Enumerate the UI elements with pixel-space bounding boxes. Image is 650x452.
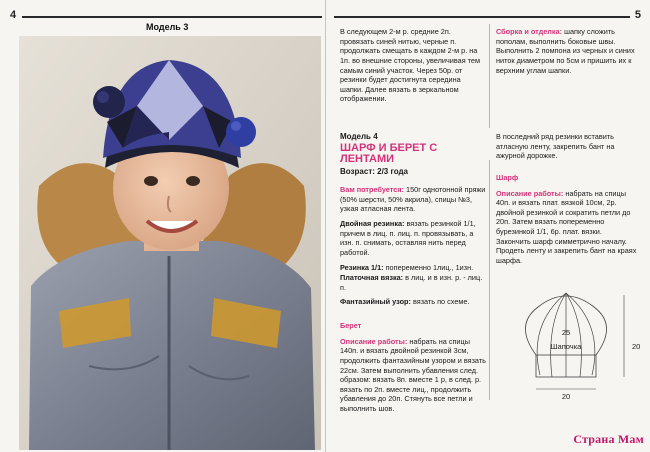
diagram-right-value: 20	[632, 342, 641, 351]
garter-label: Платочная вязка:	[340, 273, 404, 283]
double-rib-text: вязать резинкой 1/1, причем в лиц. п. лиц. п. провязывать, а изн. п. снимать, оставляя нить перед работой.	[340, 219, 476, 257]
scarf-label: Описание работы:	[496, 188, 564, 198]
page-number-right: 5	[634, 9, 641, 21]
right-page	[326, 0, 650, 452]
beret-schema-diagram	[496, 285, 646, 405]
column-divider-bottom	[489, 160, 490, 400]
materials-paragraph	[340, 185, 486, 214]
assembly-label: Сборка и отделка:	[496, 27, 563, 36]
assembly-paragraph	[496, 27, 638, 75]
garter-paragraph	[340, 273, 486, 292]
ribbon-paragraph: В последний ряд резинки вставить атласную ленту, закрепить бант на ажурной дорожке.	[496, 132, 615, 161]
model-4-title: Модель 4	[340, 132, 378, 141]
beret-text: набрать на спицы 140п. и вязать двойной резинкой 3см, продолжить фантазийным узором и вязать 22см. Затем выполнить убавления след. образом: вязать 8п. вместе 1 р, в след. р. вязать по 2п. вместе лиц., продолжить убавления до 20п. Стянуть все петли и выполнить шов.	[340, 336, 486, 414]
scarf-heading: Шарф	[496, 172, 519, 182]
diagram-bottom-value: 20	[561, 392, 571, 401]
continuation-paragraph: В следующем 2-м р. средние 2п. провязать синей нитью, черные п. продолжать смещать в каждом 2-м р. на 1п. во внешние стороны, увеличивая тем самым синий участок. Через 50р. от резинки будет достигнута середина шапки. Далее вязать в зеркальном отображении.	[340, 27, 481, 104]
header-rule-left	[22, 16, 322, 18]
model-4-subtitle: ШАРФ И БЕРЕТ С ЛЕНТАМИ	[340, 141, 438, 166]
materials-label: Вам потребуется:	[340, 185, 404, 195]
rib-11-paragraph	[340, 263, 486, 273]
beret-label: Описание работы:	[340, 336, 408, 346]
garter-text: в лиц. и в изн. р. - лиц. п.	[340, 273, 483, 292]
age-line: Возраст: 2/3 года	[340, 166, 409, 176]
rib-11-label: Резинка 1/1:	[340, 262, 384, 272]
double-rib-label: Двойная резинка:	[340, 219, 405, 229]
model-3-title: Модель 3	[146, 22, 189, 32]
child-in-hat-illustration	[19, 36, 321, 450]
rib-11-text: попеременно 1лиц., 1изн.	[383, 262, 474, 272]
column-2-top	[496, 27, 638, 80]
scarf-paragraph	[496, 189, 638, 266]
diagram-top-value: 25	[561, 328, 571, 337]
fancy-label: Фантазийный узор:	[340, 297, 411, 307]
page-number-left: 4	[10, 9, 17, 21]
assembly-text: шапку сложить пополам, выполнить боковые швы. Выполнить 2 помпона из черных и синих ниток диаметром по 5см и пришить их к верхним углам шапки.	[496, 27, 635, 75]
column-1-top	[340, 27, 482, 109]
header-rule-right	[334, 16, 630, 18]
scarf-text: набрать на спицы 40п. и вязать плат. вязкой 10см, 2р. двойной резинкой и сократить петли до 20п. Затем вязать попеременно бурезинкой 1/1, 6р. плат. вязки. Закончить шарф симметрично началу. Продеть ленту и закрепить бант на краях шарфа.	[496, 188, 637, 265]
fancy-text: вязать по схеме.	[410, 297, 470, 307]
materials-text: 150г однотонной пряжи (50% шерсти, 50% акрила), спицы №3, узкая атласная лента.	[340, 185, 486, 214]
beret-paragraph	[340, 337, 486, 414]
column-2-mid	[496, 132, 638, 271]
fancy-paragraph	[340, 297, 486, 307]
diagram-center-label: Шапочка	[550, 342, 582, 351]
beret-heading: Берет	[340, 321, 362, 331]
column-divider-top	[489, 24, 490, 128]
model-4-column	[340, 132, 486, 419]
watermark-logo: Страна Мам	[573, 432, 644, 446]
double-rib-paragraph	[340, 219, 486, 258]
child-photo	[19, 36, 321, 450]
